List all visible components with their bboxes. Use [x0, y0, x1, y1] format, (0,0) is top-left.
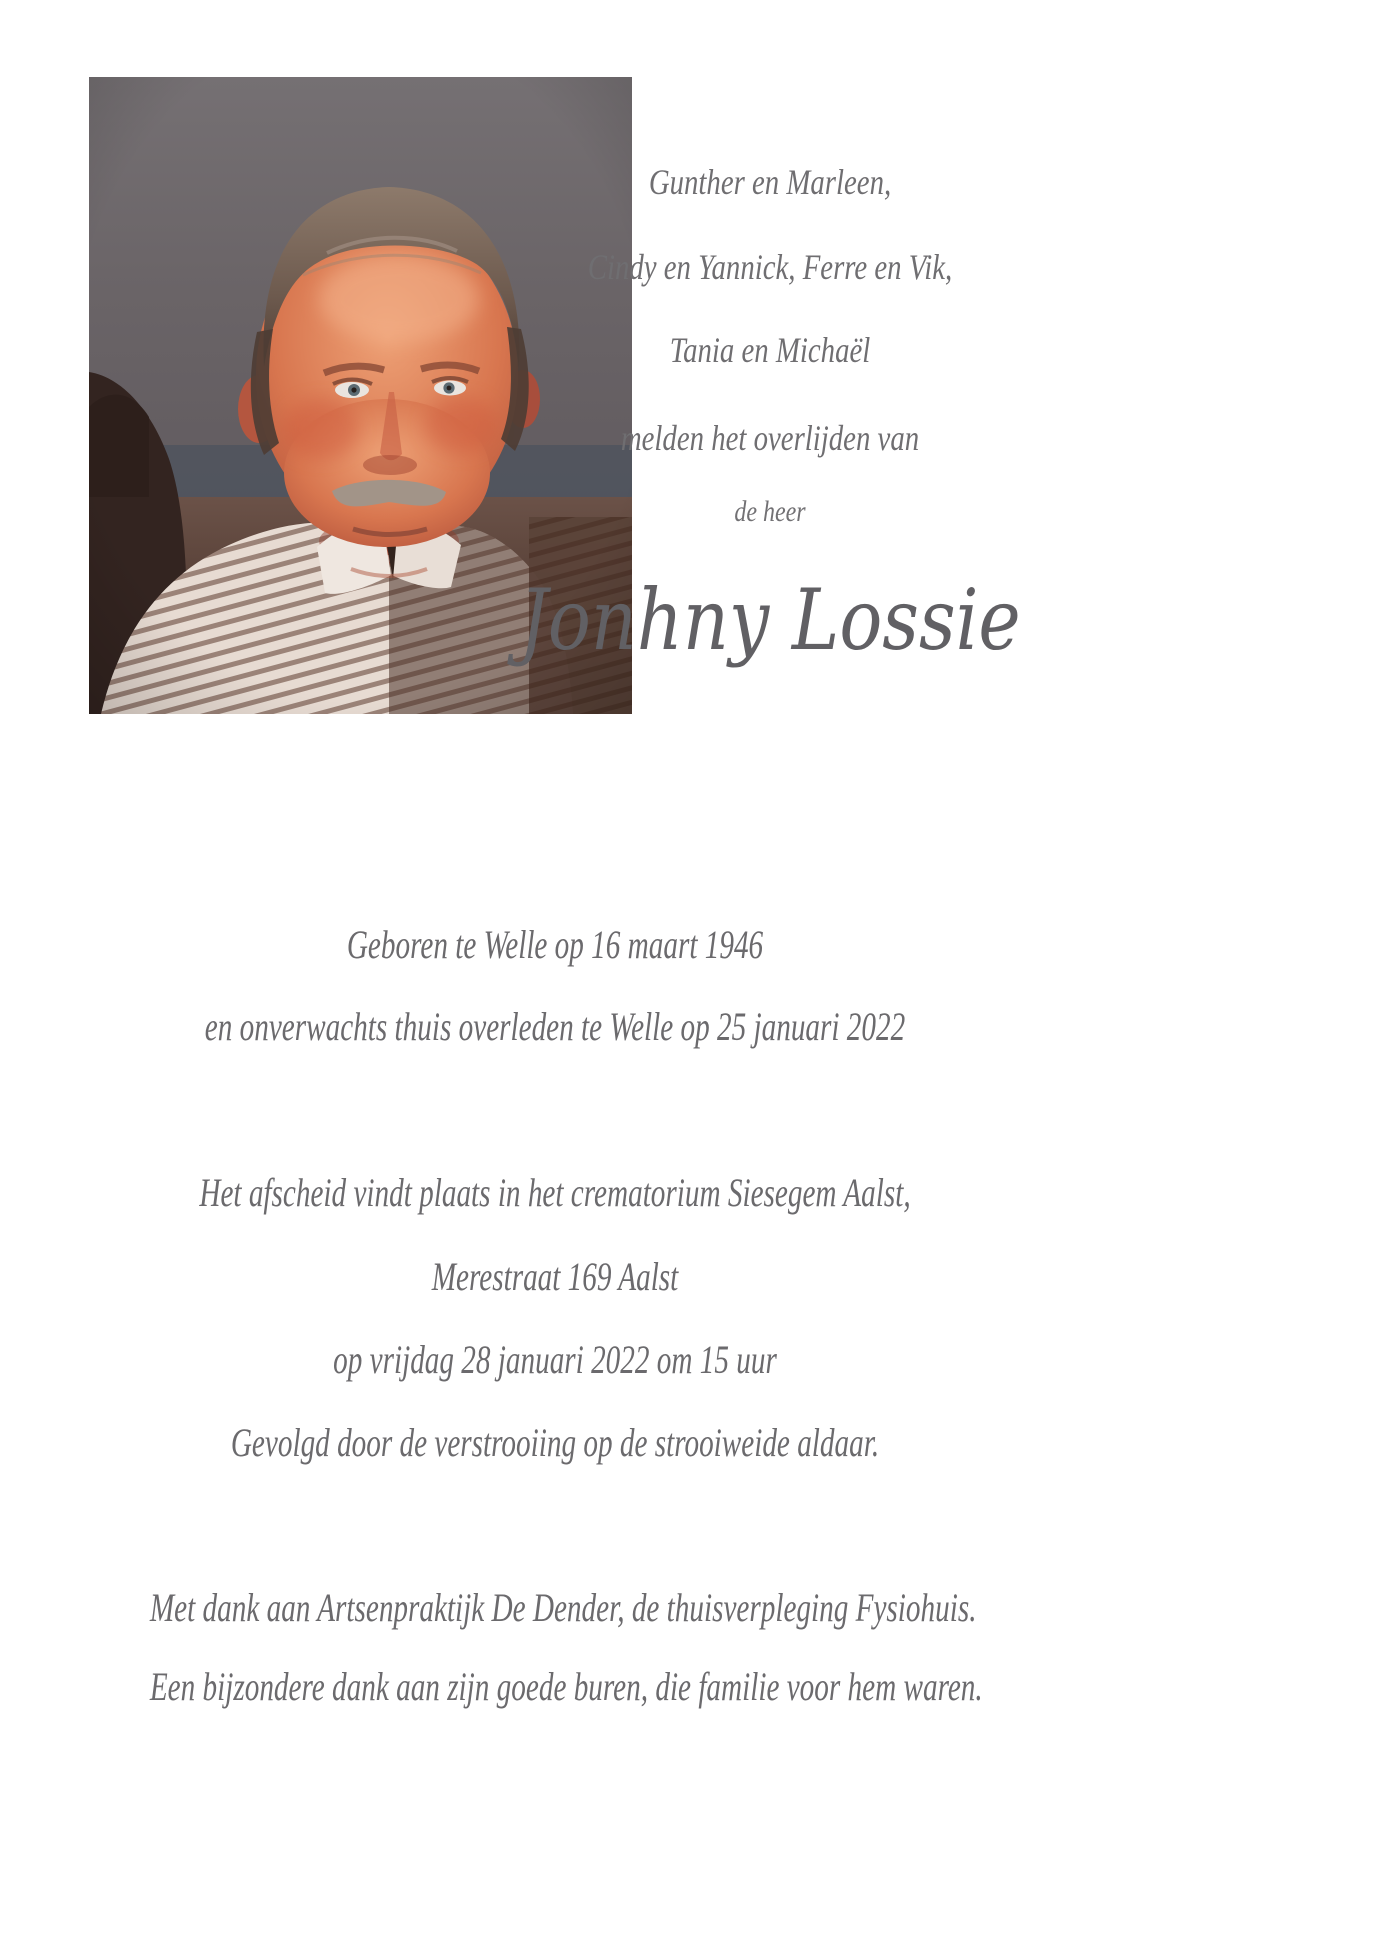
ceremony-line-1: Het afscheid vindt plaats in het crematorium Siesegem Aalst, — [199, 1170, 911, 1215]
ceremony-line-4: Gevolgd door de verstrooiing op de strooiweide aldaar. — [230, 1420, 880, 1465]
family-line-3: Tania en Michaël — [669, 330, 871, 370]
family-line-1: Gunther en Marleen, — [648, 162, 892, 202]
death-line: en onverwachts thuis overleden te Welle op 25 januari 2022 — [204, 1004, 906, 1049]
thanks-line-2: Een bijzondere dank aan zijn goede buren, die familie voor hem waren. — [149, 1664, 983, 1709]
salutation-line: de heer — [734, 495, 806, 528]
family-line-2: Cindy en Yannick, Ferre en Vik, — [587, 247, 953, 287]
ceremony-line-2: Merestraat 169 Aalst — [431, 1254, 679, 1299]
deceased-name: Jonhny Lossie — [519, 571, 1021, 669]
announce-line: melden het overlijden van — [620, 418, 920, 458]
ceremony-line-3: op vrijdag 28 januari 2022 om 15 uur — [333, 1337, 777, 1382]
thanks-line-1: Met dank aan Artsenpraktijk De Dender, de thuisverpleging Fysiohuis. — [149, 1585, 977, 1630]
birth-line: Geboren te Welle op 16 maart 1946 — [346, 922, 764, 967]
